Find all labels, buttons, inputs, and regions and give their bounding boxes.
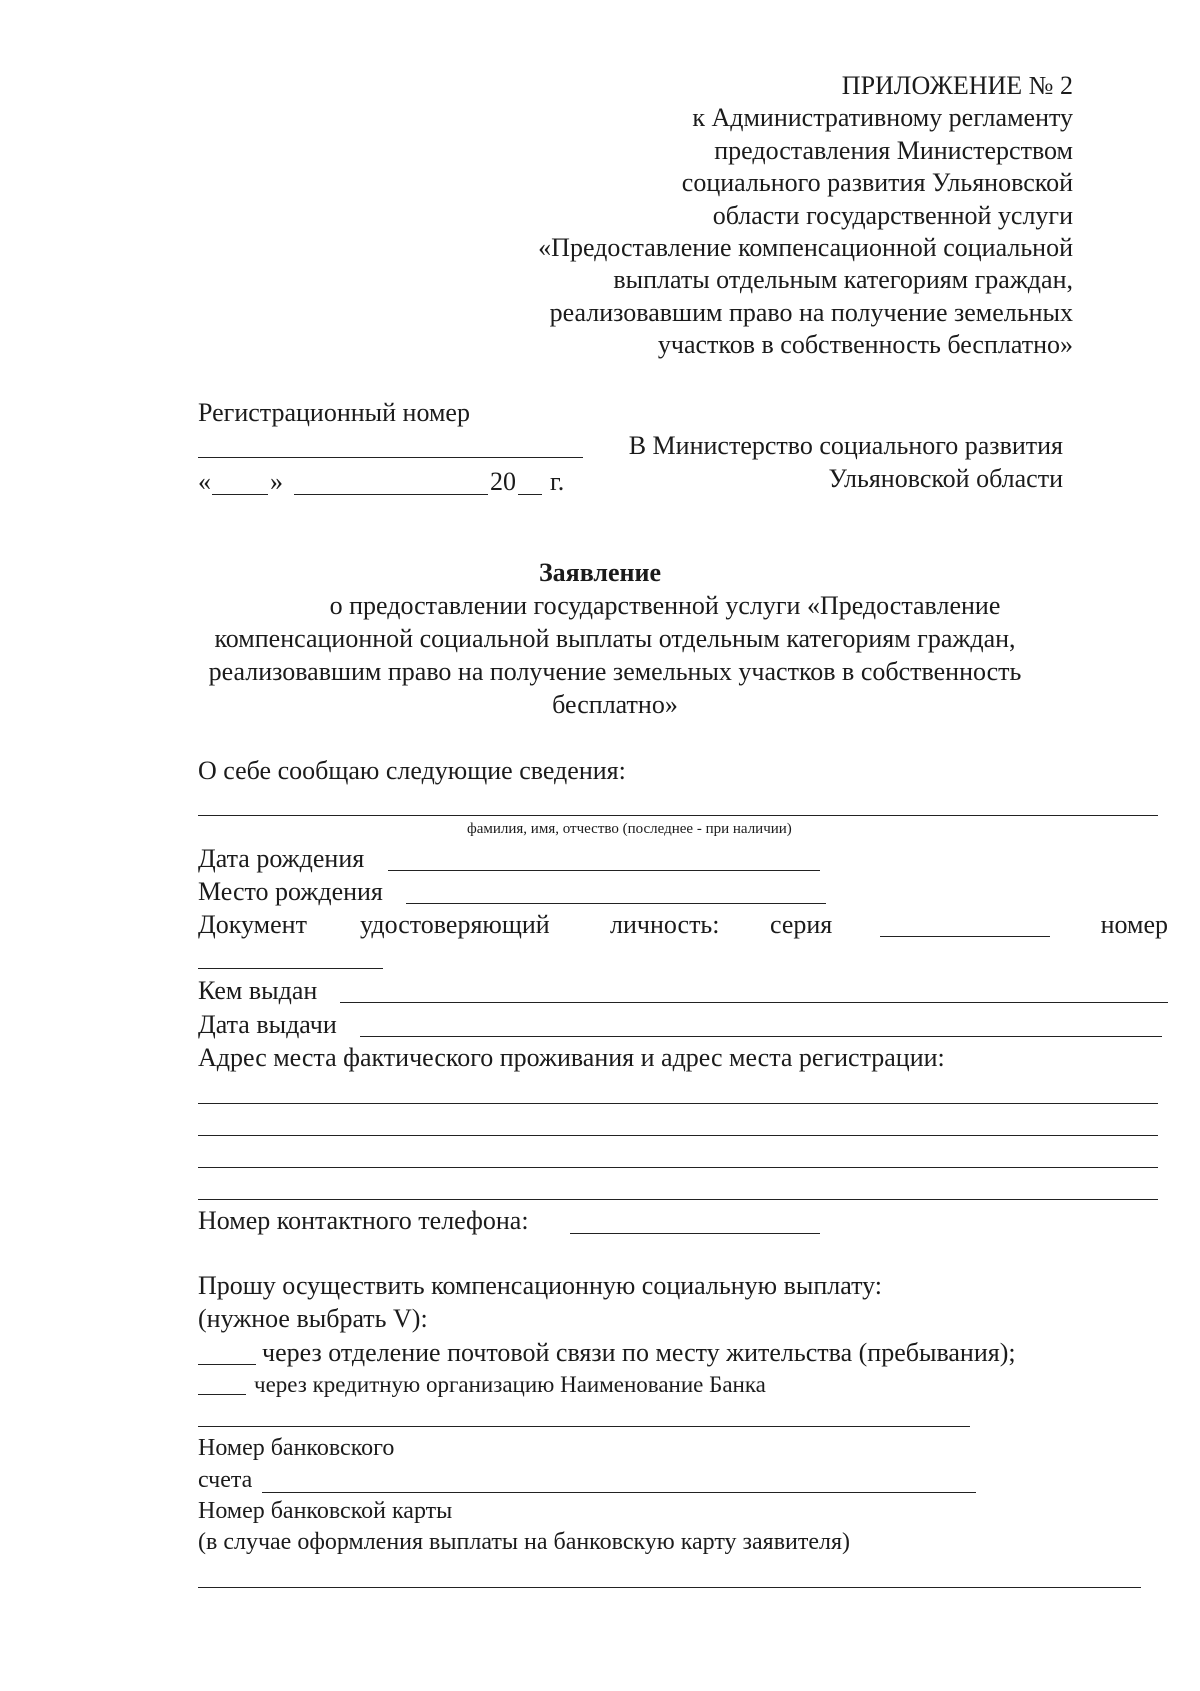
option-bank-label: через кредитную организацию Наименование Банка <box>254 1372 766 1397</box>
account-label-2: счета <box>198 1467 253 1493</box>
doc-word-1: Документ <box>198 910 307 939</box>
birth-place-label: Место рождения <box>198 877 383 906</box>
fio-caption: фамилия, имя, отчество (последнее - при наличии) <box>467 821 792 837</box>
statement-subject-line-3: реализовавшим право на получение земельных участков в собственность <box>208 657 1022 686</box>
appendix-line-3: предоставления Министерством <box>714 135 1073 165</box>
applicant-intro: О себе сообщаю следующие сведения: <box>198 756 626 785</box>
appendix-header <box>453 70 1073 362</box>
birth-date-line[interactable] <box>388 870 820 871</box>
statement-subject-line-1: о предоставлении государственной услуги «Предоставление <box>329 591 1001 620</box>
doc-series-label: серия <box>770 910 833 939</box>
recipient-line-1: В Министерство социального развития <box>628 431 1063 460</box>
fio-line[interactable] <box>198 815 1158 816</box>
payment-request: Прошу осуществить компенсационную социальную выплату: <box>198 1271 882 1300</box>
birth-place-line[interactable] <box>406 903 826 904</box>
birth-date-label: Дата рождения <box>198 844 365 873</box>
registration-date-close-quote: » <box>270 467 283 496</box>
statement-subject-line-4: бесплатно» <box>552 690 678 719</box>
account-label-1: Номер банковского <box>198 1435 395 1461</box>
appendix-line-7: выплаты отдельным категориям граждан, <box>613 265 1073 295</box>
doc-word-3: личность: <box>610 910 720 939</box>
address-line-4[interactable] <box>198 1199 1158 1200</box>
phone-line[interactable] <box>570 1233 820 1234</box>
appendix-line-5: области государственной услуги <box>712 200 1073 230</box>
registration-month-line[interactable] <box>294 494 488 495</box>
option-post-label: через отделение почтовой связи по месту жительства (пребывания); <box>262 1338 1016 1367</box>
registration-year-line[interactable] <box>518 494 542 495</box>
card-label: Номер банковской карты <box>198 1498 453 1524</box>
statement-subject-line-2: компенсационной социальной выплаты отдельным категориям граждан, <box>214 624 1016 653</box>
registration-day-line[interactable] <box>212 494 268 495</box>
appendix-line-2: к Административному регламенту <box>692 103 1073 133</box>
issue-date-line[interactable] <box>360 1036 1162 1037</box>
appendix-line-8: реализовавшим право на получение земельных <box>549 297 1073 327</box>
account-number-line[interactable] <box>262 1492 976 1493</box>
issue-date-label: Дата выдачи <box>198 1010 337 1039</box>
registration-year-suffix: г. <box>550 467 565 496</box>
appendix-line-9: участков в собственность бесплатно» <box>657 330 1073 360</box>
appendix-line-4: социального развития Ульяновской <box>681 168 1073 198</box>
address-line-2[interactable] <box>198 1135 1158 1136</box>
registration-number-line[interactable] <box>198 457 583 458</box>
appendix-line-6: «Предоставление компенсационной социальной <box>538 233 1073 263</box>
card-hint: (в случае оформления выплаты на банковскую карту заявителя) <box>198 1529 851 1555</box>
address-line-1[interactable] <box>198 1103 1158 1104</box>
doc-word-2: удостоверяющий <box>360 910 550 939</box>
card-number-line[interactable] <box>198 1587 1141 1588</box>
address-label: Адрес места фактического проживания и адрес места регистрации: <box>198 1043 945 1072</box>
recipient-line-2: Ульяновской области <box>828 464 1063 493</box>
appendix-line-1: ПРИЛОЖЕНИЕ № 2 <box>841 71 1073 100</box>
address-line-3[interactable] <box>198 1167 1158 1168</box>
issued-by-line[interactable] <box>340 1002 1168 1003</box>
registration-label: Регистрационный номер <box>198 398 470 427</box>
phone-label: Номер контактного телефона: <box>198 1206 529 1235</box>
option-bank-checkbox-line[interactable] <box>198 1394 246 1395</box>
doc-number-line[interactable] <box>198 968 383 969</box>
issued-by-label: Кем выдан <box>198 976 318 1005</box>
payment-choose-hint: (нужное выбрать V): <box>198 1304 428 1333</box>
option-post-checkbox-line[interactable] <box>198 1364 256 1365</box>
doc-number-label: номер <box>1100 910 1168 939</box>
bank-name-line[interactable] <box>198 1426 970 1427</box>
statement-title: Заявление <box>538 558 662 587</box>
registration-year-prefix: 20 <box>490 467 516 496</box>
doc-series-line[interactable] <box>880 936 1050 937</box>
registration-date-open-quote: « <box>198 467 211 496</box>
